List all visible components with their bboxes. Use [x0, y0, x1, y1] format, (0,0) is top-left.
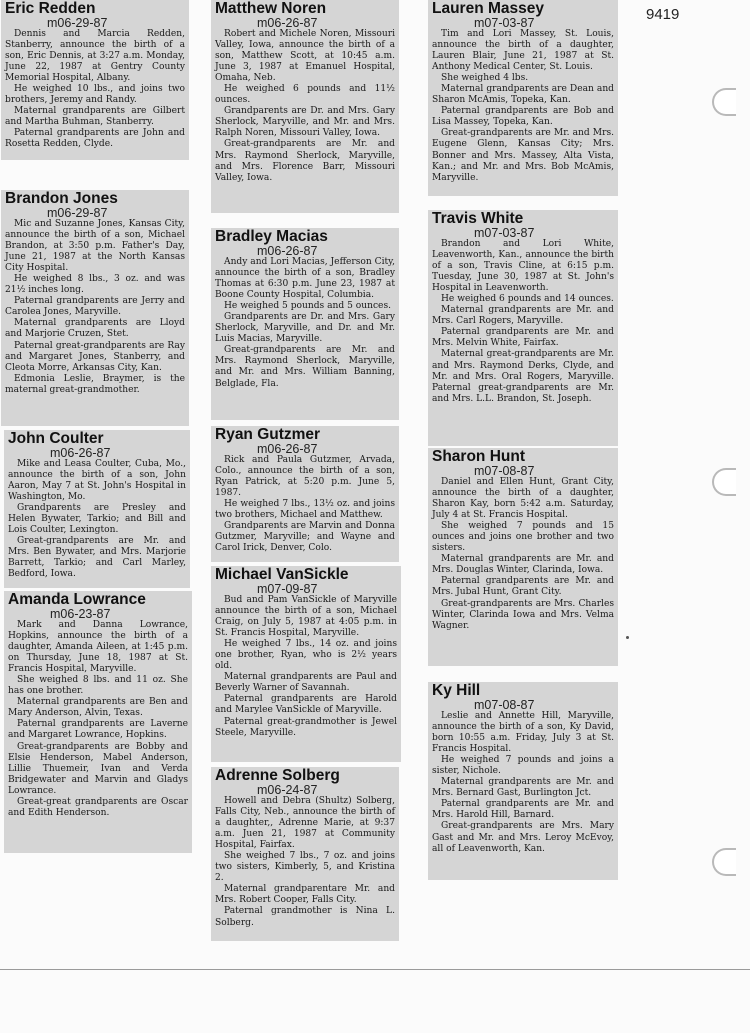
clipping-adrenne-solberg — [211, 767, 399, 941]
clipping-paragraph: Maternal grandparents are Lloyd and Marjorie Cruzen, Stet. — [5, 318, 185, 340]
clipping-brandon-jones — [1, 190, 189, 426]
clipping-name: Ryan Gutzmer — [215, 426, 321, 443]
page-bottom-edge — [0, 969, 750, 970]
clipping-paragraph: Paternal grandmother is Nina L. Solberg. — [215, 906, 395, 928]
clipping-date: m07-08-87 — [474, 464, 535, 478]
clipping-paragraph: Great-grandparents are Mrs. Charles Winter, Clarinda Iowa and Mrs. Velma Wagner. — [432, 598, 614, 631]
clipping-bradley-macias — [211, 228, 399, 420]
clipping-paragraph: Paternal great-grandmother is Jewel Steele, Maryville. — [215, 716, 397, 738]
clipping-paragraph: Howell and Debra (Shultz) Solberg, Falls City, Neb., announce the birth of a daughter,, Adrenne Marie, at 9:37 a.m. Juen 21, 1987 at Community Hospital, Fairfax. — [215, 796, 395, 851]
clipping-paragraph: Paternal grandparents are Bob and Lisa Massey, Topeka, Kan. — [432, 106, 614, 128]
clipping-paragraph: Robert and Michele Noren, Missouri Valley, Iowa, announce the birth of a son, Matthew Scott, at 10:45 a.m. June 3, 1987 at Emanuel Hospital, Omaha, Neb. — [215, 29, 395, 84]
clipping-paragraph: Maternal grandparents are Ben and Mary Anderson, Alvin, Texas. — [8, 697, 188, 719]
clipping-date: m07-03-87 — [474, 16, 535, 30]
clipping-date: m06-29-87 — [47, 206, 108, 220]
clipping-date: m06-29-87 — [47, 16, 108, 30]
clipping-paragraph: Paternal grandparents are Jerry and Carolea Jones, Maryville. — [5, 296, 185, 318]
clipping-paragraph: Bud and Pam VanSickle of Maryville announce the birth of a son, Michael Craig, on July 5, 1987 at 4:05 p.m. in St. Francis Hospital, Maryville. — [215, 595, 397, 639]
paper-speck — [626, 636, 629, 639]
clipping-paragraph: Paternal grandparents are Mr. and Mrs. Melvin White, Fairfax. — [432, 327, 614, 349]
clipping-paragraph: She weighed 7 lbs., 7 oz. and joins two sisters, Kimberly, 5, and Kristina 2. — [215, 851, 395, 884]
clipping-paragraph: Maternal grandparents are Mr. and Mrs. Bernard Gast, Burlington Jct. — [432, 777, 614, 799]
clipping-date: m06-23-87 — [50, 607, 111, 621]
clipping-paragraph: Great-grandparents are Mr. and Mrs. Eugene Glenn, Kansas City; Mrs. Bonner and Mrs. Massey, Alta Vista, Kan.; and Mr. and Mrs. Bob McAmis, Maryville. — [432, 128, 614, 183]
clipping-name: Adrenne Solberg — [215, 767, 340, 784]
clipping-paragraph: Grandparents are Dr. and Mrs. Gary Sherlock, Maryville, and Dr. and Mr. Luis Macias, Maryville. — [215, 312, 395, 345]
clipping-name: Brandon Jones — [5, 190, 118, 207]
clipping-paragraph: Maternal grandparents are Mr. and Mrs. Douglas Winter, Clarinda, Iowa. — [432, 554, 614, 576]
clipping-name: Michael VanSickle — [215, 566, 349, 583]
clipping-date: m06-26-87 — [257, 442, 318, 456]
clipping-date: m06-26-87 — [257, 16, 318, 30]
clipping-paragraph: Maternal great-grandparents are Mr. and Mrs. Raymond Derks, Clyde, and Mr. and Mrs. Oral Rogers, Maryville. Paternal great-grandparents are Mr. and Mrs. L.L. Brandon, St. Joseph. — [432, 349, 614, 404]
clipping-name: Matthew Noren — [215, 0, 327, 17]
clipping-name: Amanda Lowrance — [8, 591, 146, 608]
clipping-paragraph: Maternal grandparents are Mr. and Mrs. Carl Rogers, Maryville. — [432, 305, 614, 327]
clipping-paragraph: Dennis and Marcia Redden, Stanberry, announce the birth of a son, Eric Dennis, at 3:27 a.m. Monday, June 22, 1987 at Gentry County Memorial Hospital, Albany. — [5, 29, 185, 84]
clipping-paragraph: Grandparents are Dr. and Mrs. Gary Sherlock, Maryville, and Mr. and Mrs. Ralph Noren, Missouri Valley, Iowa. — [215, 106, 395, 139]
clipping-michael-vansickle — [211, 566, 401, 762]
clipping-name: Bradley Macias — [215, 228, 328, 245]
clipping-paragraph: Paternal great-grandparents are Ray and Margaret Jones, Stanberry, and Cleota Morre, Arkansas City, Kan. — [5, 340, 185, 373]
clipping-date: m06-26-87 — [257, 244, 318, 258]
clipping-paragraph: Paternal grandparents are Mr. and Mrs. Jubal Hunt, Grant City. — [432, 576, 614, 598]
clipping-ky-hill — [428, 682, 618, 880]
clipping-paragraph: She weighed 8 lbs. and 11 oz. She has one brother. — [8, 675, 188, 697]
clipping-paragraph: Paternal grandparents are Laverne and Margaret Lowrance, Hopkins. — [8, 719, 188, 741]
clipping-sharon-hunt — [428, 448, 618, 666]
clipping-paragraph: Great-grandparents are Mr. and Mrs. Ben Bywater, and Mrs. Marjorie Barrett, Tarkio; and Carl Marley, Bedford, Iowa. — [8, 536, 186, 580]
clipping-date: m06-26-87 — [50, 446, 111, 460]
clipping-paragraph: Paternal grandparents are Harold and Marylee VanSickle of Maryville. — [215, 694, 397, 716]
clipping-paragraph: Great-great grandparents are Oscar and Edith Henderson. — [8, 796, 188, 818]
clipping-name: Lauren Massey — [432, 0, 544, 17]
clipping-paragraph: Grandparents are Presley and Helen Bywater, Tarkio; and Bill and Lois Coulter, Lexington. — [8, 503, 186, 536]
clipping-name: Ky Hill — [432, 682, 481, 699]
clipping-paragraph: He weighed 6 pounds and 14 ounces. — [441, 294, 614, 305]
clipping-paragraph: Brandon and Lori White, Leavenworth, Kan., announce the birth of a son, Travis Cline, at 6:15 p.m. Tuesday, June 30, 1987 at St. John's Hospital in Leavenworth. — [432, 239, 614, 294]
clipping-paragraph: Great-grandparents are Bobby and Elsie Henderson, Mabel Anderson, Lillie Thuemeir, Ivan and Verda Bridgewater and Marvin and Gladys Lowrance. — [8, 741, 188, 796]
clipping-paragraph: He weighed 8 lbs., 3 oz. and was 21½ inches long. — [5, 274, 185, 296]
clipping-paragraph: Mark and Danna Lowrance, Hopkins, announce the birth of a daughter, Amanda Aileen, at 1:45 p.m. on Thursday, June 18, 1987 at St. Francis Hospital, Maryville. — [8, 620, 188, 675]
clipping-paragraph: Tim and Lori Massey, St. Louis, announce the birth of a daughter, Lauren Blair, June 21, 1987 at St. Anthony Medical Center, St. Louis. — [432, 29, 614, 73]
clipping-paragraph: Maternal grandparents are Gilbert and Martha Buhman, Stanberry. — [5, 106, 185, 128]
clipping-name: Eric Redden — [5, 0, 96, 17]
clipping-date: m07-08-87 — [474, 698, 535, 712]
clipping-ryan-gutzmer — [211, 426, 399, 562]
clipping-paragraph: Edmonia Leslie, Braymer, is the maternal great-grandmother. — [5, 373, 185, 395]
clipping-eric-redden — [1, 0, 189, 160]
clipping-paragraph: He weighed 5 pounds and 5 ounces. — [224, 301, 391, 312]
clipping-paragraph: Maternal grandparents are Paul and Beverly Warner of Savannah. — [215, 672, 397, 694]
clipping-name: John Coulter — [8, 430, 104, 447]
clipping-paragraph: Mic and Suzanne Jones, Kansas City, announce the birth of a son, Michael Brandon, at 3:50 p.m. Father's Day, June 21, 1987 at the North Kansas City Hospital. — [5, 219, 185, 274]
clipping-paragraph: He weighed 7 lbs., 13½ oz. and joins two brothers, Michael and Matthew. — [215, 499, 395, 521]
clipping-name: Sharon Hunt — [432, 448, 525, 465]
clipping-paragraph: Maternal grandparents are Dean and Sharon McAmis, Topeka, Kan. — [432, 84, 614, 106]
clipping-date: m07-03-87 — [474, 226, 535, 240]
clipping-date: m07-09-87 — [257, 582, 318, 596]
clipping-paragraph: Leslie and Annette Hill, Maryville, announce the birth of a son, Ky David, born 10:55 a.m. Friday, July 3 at St. Francis Hospital. — [432, 711, 614, 755]
clipping-paragraph: Maternal grandparentare Mr. and Mrs. Robert Cooper, Falls City. — [215, 884, 395, 906]
clipping-paragraph: He weighed 7 lbs., 14 oz. and joins one brother, Ryan, who is 2½ years old. — [215, 639, 397, 672]
binder-hole — [712, 88, 736, 116]
clipping-paragraph: He weighed 7 pounds and joins a sister, Nichole. — [432, 755, 614, 777]
clipping-paragraph: Paternal grandparents are John and Rosetta Redden, Clyde. — [5, 128, 185, 150]
clipping-lauren-massey — [428, 0, 618, 196]
clipping-paragraph: Paternal grandparents are Mr. and Mrs. Harold Hill, Barnard. — [432, 799, 614, 821]
clipping-paragraph: Mike and Leasa Coulter, Cuba, Mo., announce the birth of a son, John Aaron, May 7 at St. John's Hospital in Washington, Mo. — [8, 459, 186, 503]
clipping-paragraph: He weighed 6 pounds and 11½ ounces. — [215, 84, 395, 106]
clipping-paragraph: He weighed 10 lbs., and joins two brothers, Jeremy and Randy. — [5, 84, 185, 106]
clipping-john-coulter — [4, 430, 190, 588]
clipping-matthew-noren — [211, 0, 399, 213]
clipping-name: Travis White — [432, 210, 524, 227]
clipping-date: m06-24-87 — [257, 783, 318, 797]
clipping-paragraph: Great-grandparents are Mrs. Mary Gast and Mr. and Mrs. Leroy McEvoy, all of Leavenworth, Kan. — [432, 821, 614, 854]
clipping-amanda-lowrance — [4, 591, 192, 853]
clipping-paragraph: Andy and Lori Macias, Jefferson City, announce the birth of a son, Bradley Thomas at 6:30 p.m. June 23, 1987 at Boone County Hospital, Columbia. — [215, 257, 395, 301]
clipping-paragraph: Grandparents are Marvin and Donna Gutzmer, Maryville; and Wayne and Carol Irick, Denver, Colo. — [215, 521, 395, 554]
clipping-paragraph: Daniel and Ellen Hunt, Grant City, announce the birth of a daughter, Sharon Kay, born 5:42 a.m. Saturday, July 4 at St. Francis Hospital. — [432, 477, 614, 521]
clipping-travis-white — [428, 210, 618, 446]
binder-hole — [712, 848, 736, 876]
clipping-paragraph: Great-grandparents are Mr. and Mrs. Raymond Sherlock, Maryville, and Mrs. Florence Barr, Missouri Valley, Iowa. — [215, 139, 395, 183]
page-number: 9419 — [646, 6, 680, 23]
clipping-paragraph: She weighed 7 pounds and 15 ounces and joins one brother and two sisters. — [432, 521, 614, 554]
clipping-paragraph: Rick and Paula Gutzmer, Arvada, Colo., announce the birth of a son, Ryan Patrick, at 5:20 p.m. June 5, 1987. — [215, 455, 395, 499]
binder-hole — [712, 468, 736, 496]
clipping-paragraph: She weighed 4 lbs. — [441, 73, 529, 84]
clipping-paragraph: Great-grandparents are Mr. and Mrs. Raymond Sherlock, Maryville, and Mr. and Mrs. William Banning, Belglade, Fla. — [215, 345, 395, 389]
